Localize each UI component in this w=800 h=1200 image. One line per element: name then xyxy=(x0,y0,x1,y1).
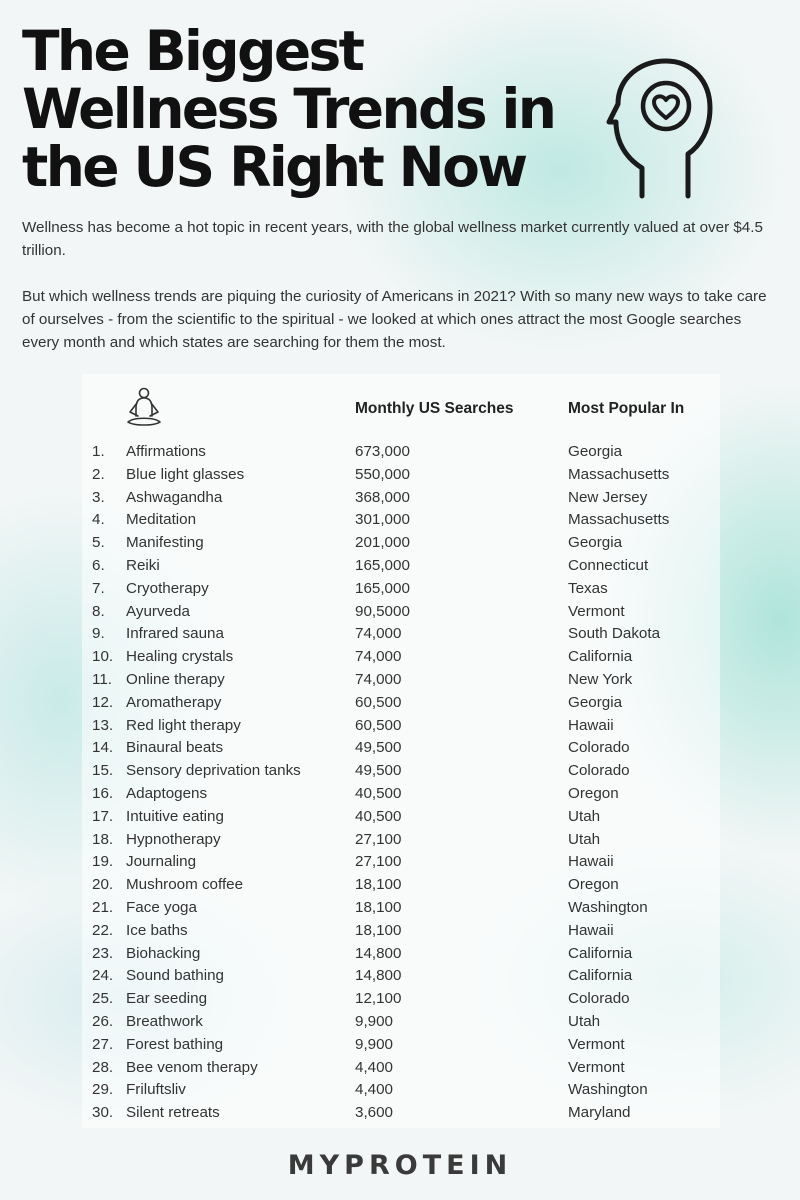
state-name: Hawaii xyxy=(568,921,614,939)
rank-number: 8. xyxy=(92,602,105,620)
search-count: 60,500 xyxy=(355,716,402,734)
table-row xyxy=(82,715,720,738)
table-row xyxy=(82,464,720,487)
search-count: 18,100 xyxy=(355,876,402,894)
table-row xyxy=(82,578,720,601)
state-name: California xyxy=(568,648,633,666)
search-count: 4,400 xyxy=(355,1081,394,1099)
state-name: California xyxy=(568,967,633,985)
search-count: 27,100 xyxy=(355,830,402,848)
trend-name: Infrared sauna xyxy=(126,625,224,643)
trend-name: Blue light glasses xyxy=(126,465,245,483)
table-row xyxy=(82,737,720,760)
rank-number: 4. xyxy=(92,511,105,529)
rank-number: 18. xyxy=(92,830,114,848)
state-name: South Dakota xyxy=(568,625,661,643)
state-name: Texas xyxy=(568,579,608,597)
head-heart-icon xyxy=(604,56,714,204)
state-name: Vermont xyxy=(568,1058,625,1076)
page-title xyxy=(22,19,592,199)
state-name: Vermont xyxy=(568,602,625,620)
search-count: 49,500 xyxy=(355,762,402,780)
intro-text xyxy=(22,216,782,377)
table-row xyxy=(82,601,720,624)
table-body xyxy=(82,441,720,1125)
table-row xyxy=(82,1011,720,1034)
rank-number: 21. xyxy=(92,898,114,916)
state-name: Maryland xyxy=(568,1104,631,1122)
rank-number: 5. xyxy=(92,534,105,552)
trend-name: Friluftsliv xyxy=(126,1081,186,1099)
table-row xyxy=(82,692,720,715)
rank-number: 17. xyxy=(92,807,114,825)
trend-name: Aromatherapy xyxy=(126,693,222,711)
table-row xyxy=(82,874,720,897)
rank-number: 13. xyxy=(92,716,114,734)
rank-number: 11. xyxy=(92,670,112,688)
search-count: 74,000 xyxy=(355,625,402,643)
rank-number: 16. xyxy=(92,784,114,802)
trend-name: Journaling xyxy=(126,853,197,871)
meditation-icon xyxy=(124,386,164,430)
search-count: 40,500 xyxy=(355,784,402,802)
state-name: Colorado xyxy=(568,762,630,780)
search-count: 60,500 xyxy=(355,693,402,711)
intro-paragraph: But which wellness trends are piquing the curiosity of Americans in 2021? With so many new ways to take care of ourselves - from the scientific to the spiritual - we looked at which ones attract the most Google searches every month and which states are searching for them the most. xyxy=(22,288,767,351)
table-row xyxy=(82,532,720,555)
table-row xyxy=(82,487,720,510)
trend-name: Online therapy xyxy=(126,670,225,688)
table-row xyxy=(82,555,720,578)
table-row xyxy=(82,965,720,988)
rank-number: 20. xyxy=(92,876,114,894)
search-count: 74,000 xyxy=(355,670,402,688)
rank-number: 2. xyxy=(92,465,105,483)
trend-name: Sensory deprivation tanks xyxy=(126,762,301,780)
trend-name: Affirmations xyxy=(126,443,206,460)
search-count: 18,100 xyxy=(355,898,402,916)
state-name: Georgia xyxy=(568,693,623,711)
rank-number: 15. xyxy=(92,762,114,780)
state-name: Oregon xyxy=(568,876,619,894)
search-count: 673,000 xyxy=(355,443,410,460)
state-name: Oregon xyxy=(568,784,619,802)
state-name: Georgia xyxy=(568,534,623,552)
search-count: 18,100 xyxy=(355,921,402,939)
trend-name: Cryotherapy xyxy=(126,579,209,597)
search-count: 27,100 xyxy=(355,853,402,871)
table-row xyxy=(82,1079,720,1102)
rank-number: 12. xyxy=(92,693,114,711)
search-count: 550,000 xyxy=(355,465,410,483)
table-row xyxy=(82,646,720,669)
rank-number: 25. xyxy=(92,990,114,1008)
table-row xyxy=(82,829,720,852)
state-name: Colorado xyxy=(568,739,630,757)
trend-name: Healing crystals xyxy=(126,648,234,666)
myprotein-logo: MYPROTEIN xyxy=(287,1150,513,1181)
table-row xyxy=(82,1057,720,1080)
column-header-searches: Monthly US Searches xyxy=(355,400,514,417)
search-count: 90,5000 xyxy=(355,602,410,620)
rank-number: 30. xyxy=(92,1104,114,1122)
rank-number: 7. xyxy=(92,579,105,597)
search-count: 14,800 xyxy=(355,967,402,985)
rank-number: 19. xyxy=(92,853,114,871)
rank-number: 6. xyxy=(92,556,105,574)
trend-name: Intuitive eating xyxy=(126,807,224,825)
trend-name: Reiki xyxy=(126,556,160,574)
search-count: 12,100 xyxy=(355,990,402,1008)
rank-number: 27. xyxy=(92,1035,114,1053)
search-count: 165,000 xyxy=(355,556,410,574)
search-count: 14,800 xyxy=(355,944,402,962)
search-count: 40,500 xyxy=(355,807,402,825)
state-name: Hawaii xyxy=(568,853,614,871)
table-row xyxy=(82,897,720,920)
trend-name: Adaptogens xyxy=(126,784,208,802)
trend-name: Ashwagandha xyxy=(126,488,223,506)
state-name: Washington xyxy=(568,898,648,916)
rank-number: 28. xyxy=(92,1058,114,1076)
state-name: Washington xyxy=(568,1081,648,1099)
rank-number: 24. xyxy=(92,967,114,985)
search-count: 301,000 xyxy=(355,511,410,529)
search-count: 9,900 xyxy=(355,1035,394,1053)
trend-name: Breathwork xyxy=(126,1012,203,1030)
state-name: New York xyxy=(568,670,633,688)
state-name: Hawaii xyxy=(568,716,614,734)
table-row xyxy=(82,806,720,829)
trend-name: Mushroom coffee xyxy=(126,876,244,894)
state-name: Utah xyxy=(568,830,601,848)
table-row xyxy=(82,851,720,874)
rank-number: 22. xyxy=(92,921,114,939)
state-name: Colorado xyxy=(568,990,630,1008)
title-line: the US Right Now xyxy=(22,135,526,199)
trend-name: Ear seeding xyxy=(126,990,208,1008)
table-row xyxy=(82,509,720,532)
table-row xyxy=(82,441,720,464)
state-name: Utah xyxy=(568,807,601,825)
rank-number: 26. xyxy=(92,1012,114,1030)
state-name: California xyxy=(568,944,633,962)
state-name: Georgia xyxy=(568,443,623,460)
trend-name: Binaural beats xyxy=(126,739,224,757)
state-name: New Jersey xyxy=(568,488,648,506)
rank-number: 10. xyxy=(92,648,114,666)
search-count: 3,600 xyxy=(355,1104,394,1122)
table-row xyxy=(82,1034,720,1057)
column-header-popular: Most Popular In xyxy=(568,400,685,417)
state-name: Massachusetts xyxy=(568,511,670,529)
title-line: Wellness Trends in xyxy=(22,77,555,141)
table-row xyxy=(82,920,720,943)
search-count: 165,000 xyxy=(355,579,410,597)
trend-name: Silent retreats xyxy=(126,1104,220,1122)
rank-number: 3. xyxy=(92,488,105,506)
trend-name: Manifesting xyxy=(126,534,204,552)
trend-name: Sound bathing xyxy=(126,967,224,985)
trends-table xyxy=(82,374,720,1128)
trend-name: Biohacking xyxy=(126,944,201,962)
search-count: 4,400 xyxy=(355,1058,394,1076)
rank-number: 29. xyxy=(92,1081,114,1099)
trend-name: Bee venom therapy xyxy=(126,1058,258,1076)
state-name: Utah xyxy=(568,1012,601,1030)
table-row xyxy=(82,760,720,783)
state-name: Massachusetts xyxy=(568,465,670,483)
trend-name: Ice baths xyxy=(126,921,188,939)
trend-name: Face yoga xyxy=(126,898,197,916)
table-row xyxy=(82,669,720,692)
title-line: The Biggest xyxy=(22,19,363,83)
search-count: 9,900 xyxy=(355,1012,394,1030)
rank-number: 14. xyxy=(92,739,114,757)
state-name: Vermont xyxy=(568,1035,625,1053)
search-count: 201,000 xyxy=(355,534,410,552)
search-count: 368,000 xyxy=(355,488,410,506)
rank-number: 23. xyxy=(92,944,114,962)
search-count: 49,500 xyxy=(355,739,402,757)
table-row xyxy=(82,943,720,966)
table-row xyxy=(82,623,720,646)
intro-paragraph: Wellness has become a hot topic in recent years, with the global wellness market currently valued at over $4.5 trillion. xyxy=(22,219,763,259)
trend-name: Hypnotherapy xyxy=(126,830,221,848)
rank-number: 9. xyxy=(92,625,105,643)
trend-name: Red light therapy xyxy=(126,716,241,734)
rank-number: 1. xyxy=(92,443,105,460)
table-row xyxy=(82,988,720,1011)
table-row xyxy=(82,783,720,806)
trend-name: Ayurveda xyxy=(126,602,190,620)
search-count: 74,000 xyxy=(355,648,402,666)
table-row xyxy=(82,1102,720,1125)
state-name: Connecticut xyxy=(568,556,649,574)
trend-name: Meditation xyxy=(126,511,197,529)
trend-name: Forest bathing xyxy=(126,1035,224,1053)
